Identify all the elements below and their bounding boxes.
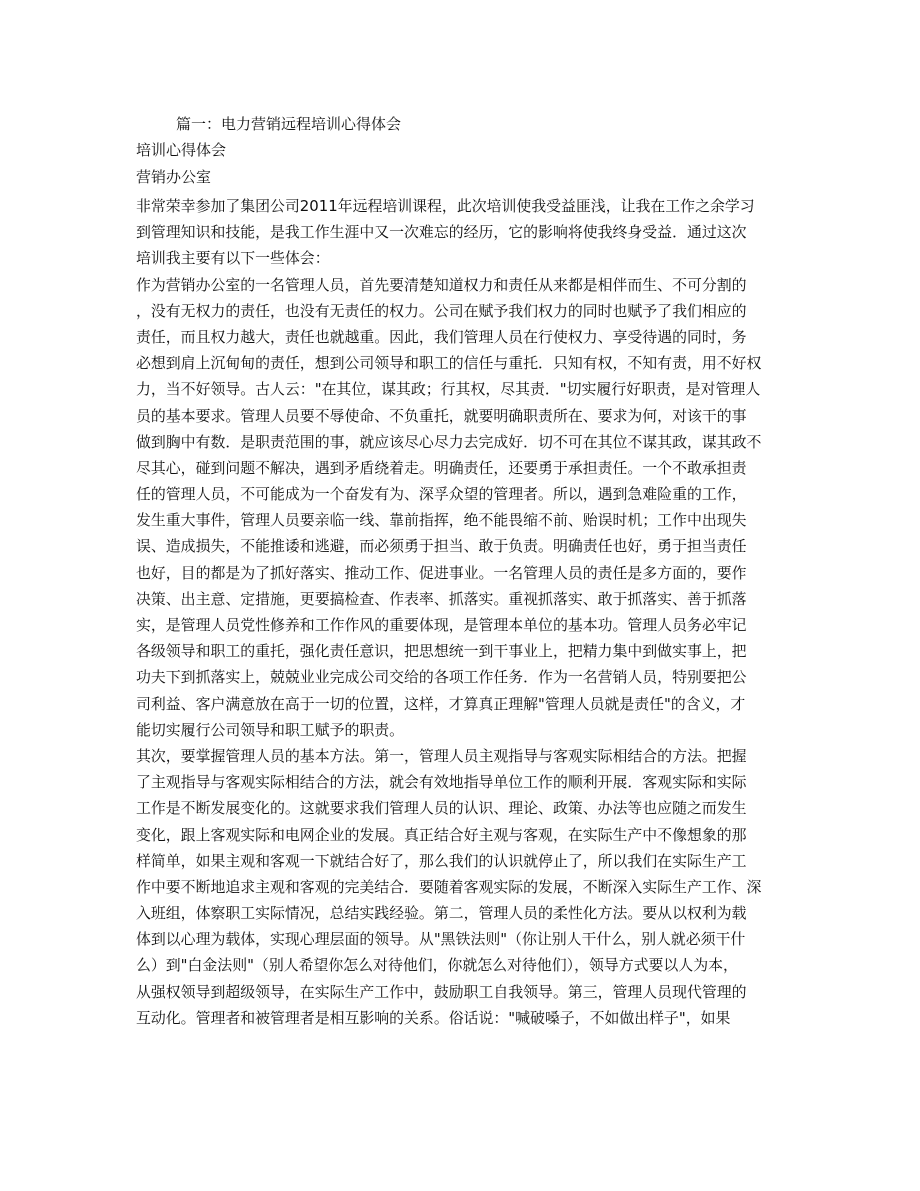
body-text-line: 体到以心理为载体，实现心理层面的领导。从"黑铁法则"（你让别人干什么，别人就必须干什 [136, 930, 746, 949]
body-text-line: 实，是管理人员党性修养和工作作风的重要体现，是管理本单位的基本功。管理人员务必牢记 [136, 616, 747, 634]
body-text-line: 各级领导和职工的重托，强化责任意识，把思想统一到干事业上，把精力集中到做实事上，把 [136, 642, 747, 661]
body-text-line: 么）到"白金法则"（别人希望你怎么对待他们，你就怎么对待他们），领导方式要以人为本， [136, 956, 738, 975]
body-text-line: ，没有无权力的责任，也没有无责任的权力。公司在赋予我们权力的同时也赋予了我们相应的 [136, 301, 747, 320]
body-text-line: 培训我主要有以下一些体会： [136, 249, 330, 268]
document-body [136, 193, 784, 1031]
body-text-line: 决策、出主意、定措施，更要搞检查、作表率、抓落实。重视抓落实、敢于抓落实、善于抓落 [136, 589, 747, 608]
body-text-line: 做到胸中有数．是职责范围的事，就应该尽心尽力去完成好．切不可在其位不谋其政，谋其政不 [136, 432, 762, 451]
body-text-line: 互动化。管理者和被管理者是相互影响的关系。俗话说："喊破嗓子，不如做出样子"，如果 [136, 1008, 731, 1027]
body-text-line: 任的管理人员，不可能成为一个奋发有为、深孚众望的管理者。所以，遇到急难险重的工作， [136, 485, 747, 504]
body-text-line: 责任，而且权力越大，责任也就越重。因此，我们管理人员在行使权力、享受待遇的同时，务 [136, 327, 747, 346]
body-text-line: 作中要不断地追求主观和客观的完美结合．要随着客观实际的发展，不断深入实际生产工作、深 [136, 877, 762, 896]
body-text-line: 尽其心，碰到问题不解决，遇到矛盾绕着走。明确责任，还要勇于承担责任。一个不敢承担责 [136, 458, 747, 477]
body-text-line: 必想到肩上沉甸甸的责任，想到公司领导和职工的信任与重托．只知有权，不知有责，用不好权 [136, 354, 762, 373]
body-text-line: 误、造成损失，不能推诿和逃避，而必须勇于担当、敢于负责。明确责任也好，勇于担当责任 [136, 537, 747, 556]
body-text-line: 也好，目的都是为了抓好落实、推动工作、促进事业。一名管理人员的责任是多方面的，要作 [136, 563, 747, 582]
body-text-line: 了主观指导与客观实际相结合的方法，就会有效地指导单位工作的顺利开展．客观实际和实际 [136, 773, 747, 792]
body-text-line: 到管理知识和技能，是我工作生涯中又一次难忘的经历，它的影响将使我终身受益．通过这次 [136, 223, 747, 242]
body-text-line: 入班组，体察职工实际情况，总结实践经验。第二，管理人员的柔性化方法。要从以权利为载 [136, 904, 747, 923]
body-text-line: 发生重大事件，管理人员要亲临一线、靠前指挥，绝不能畏缩不前、贻误时机；工作中出现失 [136, 511, 747, 530]
document-heading: 培训心得体会 [136, 141, 227, 159]
body-text-line: 其次，要掌握管理人员的基本方法。第一，管理人员主观指导与客观实际相结合的方法。把握 [136, 746, 747, 765]
department-name: 营销办公室 [136, 168, 212, 186]
body-text-line: 司利益、客户满意放在高于一切的位置，这样，才算真正理解"管理人员就是责任"的含义，才 [136, 694, 746, 713]
body-text-line: 变化，跟上客观实际和电网企业的发展。真正结合好主观与客观，在实际生产中不像想象的那 [136, 825, 747, 844]
body-text-line: 工作是不断发展变化的。这就要求我们管理人员的认识、理论、政策、办法等也应随之而发生 [136, 799, 747, 818]
body-text-line: 非常荣幸参加了集团公司2011年远程培训课程，此次培训使我受益匪浅，让我在工作之余学习 [136, 197, 755, 215]
body-text-line: 样简单，如果主观和客观一下就结合好了，那么我们的认识就停止了，所以我们在实际生产工 [136, 851, 747, 870]
body-text-line: 功夫下到抓落实上，兢兢业业完成公司交给的各项工作任务．作为一名营销人员，特别要把公 [136, 668, 747, 687]
document-title: 篇一：电力营销远程培训心得体会 [176, 115, 402, 133]
body-text-line: 作为营销办公室的一名管理人员，首先要清楚知道权力和责任从来都是相伴而生、不可分割的 [136, 275, 747, 294]
body-text-line: 员的基本要求。管理人员要不辱使命、不负重托，就要明确职责所在、要求为何，对该干的事 [136, 406, 747, 425]
body-text-line: 能切实履行公司领导和职工赋予的职责。 [136, 720, 405, 739]
body-text-line: 从强权领导到超级领导，在实际生产工作中，鼓励职工自我领导。第三，管理人员现代管理的 [136, 982, 747, 1001]
body-text-line: 力，当不好领导。古人云："在其位，谋其政；行其权，尽其责．"切实履行好职责，是对管理人 [136, 380, 761, 399]
